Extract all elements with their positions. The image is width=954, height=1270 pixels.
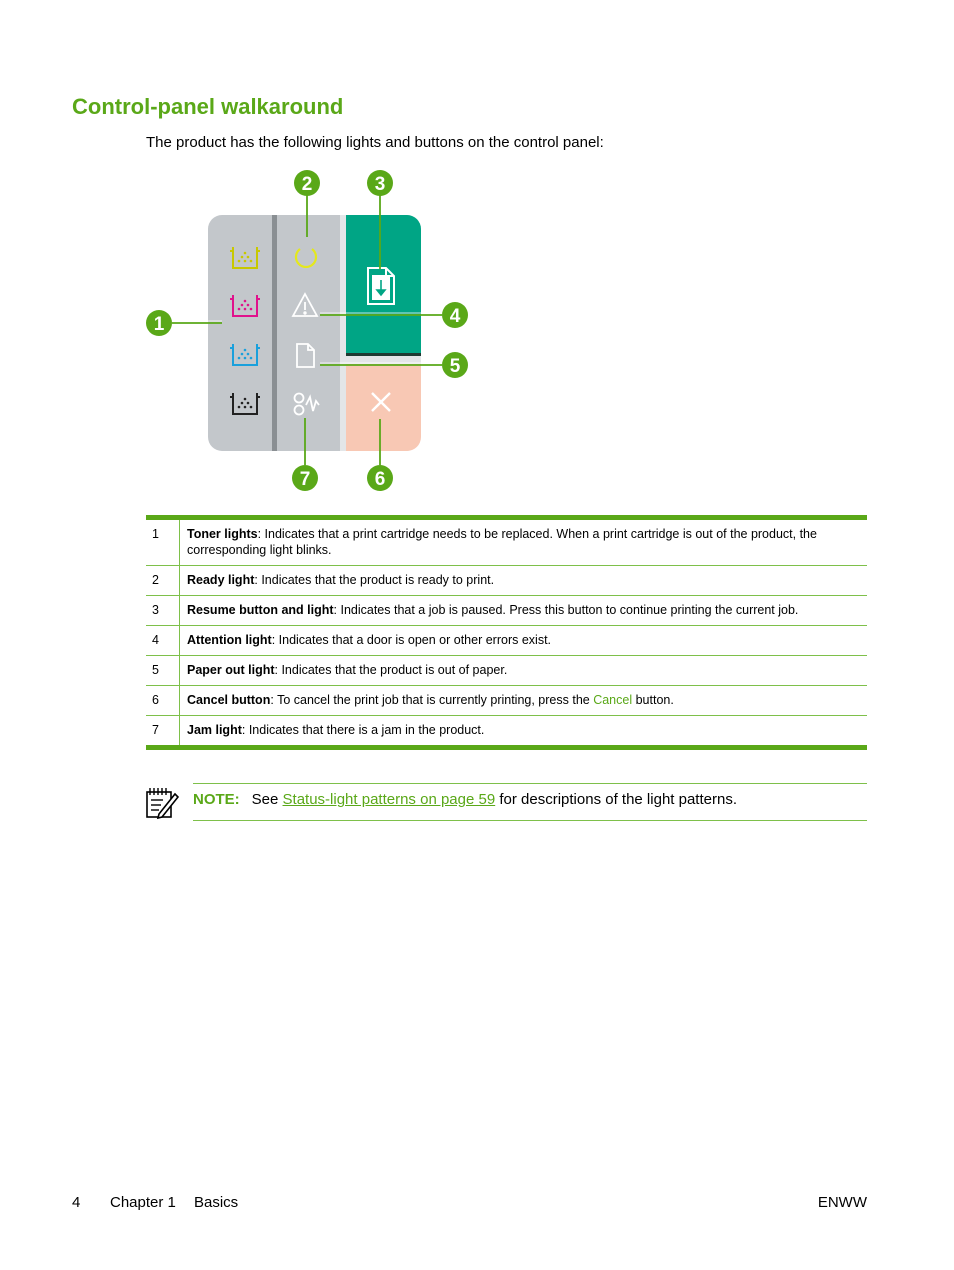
svg-text:4: 4 (449, 306, 461, 327)
callout-7 (292, 465, 318, 491)
intro-text: The product has the following lights and buttons on the control panel: (146, 134, 604, 151)
note-label: NOTE: (193, 791, 240, 808)
row-text: : To cancel the print job that is currently printing, press the (270, 693, 594, 707)
row-description (180, 626, 868, 656)
row-number: 1 (146, 518, 180, 566)
callout-4 (442, 302, 468, 328)
row-number: 3 (146, 596, 180, 626)
table-row (146, 686, 867, 716)
footer-section: Basics (194, 1194, 239, 1211)
row-term: Toner lights (187, 527, 258, 541)
resume-arrow-icon (372, 275, 390, 300)
row-description (180, 656, 868, 686)
row-term: Resume button and light (187, 603, 334, 617)
note-pencil-icon (145, 786, 179, 825)
row-term: Attention light (187, 633, 272, 647)
svg-text:5: 5 (449, 356, 461, 377)
row-text: : Indicates that a job is paused. Press this button to continue printing the current job. (333, 603, 799, 617)
cancel-button (346, 364, 421, 451)
row-number: 4 (146, 626, 180, 656)
table-row (146, 656, 867, 686)
resume-cancel-divider (346, 353, 421, 356)
panel-description-table (146, 515, 867, 750)
row-text: : Indicates that there is a jam in the product. (241, 723, 485, 737)
svg-text:3: 3 (374, 174, 386, 195)
table-row (146, 716, 867, 748)
row-term: Paper out light (187, 663, 275, 677)
row-text: : Indicates that the product is out of paper. (274, 663, 508, 677)
status-light-patterns-link[interactable]: Status-light patterns on page 59 (282, 791, 496, 808)
row-description (180, 686, 868, 716)
callout-3 (367, 170, 393, 196)
table-row (146, 566, 867, 596)
callout-5 (442, 352, 468, 378)
row-description (180, 518, 868, 566)
cancel-inline-label: Cancel (593, 693, 633, 707)
note-suffix: for descriptions of the light patterns. (495, 791, 737, 808)
row-text: : Indicates that the product is ready to print. (254, 573, 495, 587)
row-number: 7 (146, 716, 180, 748)
note-prefix: See (251, 791, 283, 808)
row-text: : Indicates that a print cartridge needs to be replaced. When a print cartridge is out of the product, the corresponding light blinks. (187, 527, 817, 557)
callout-6 (367, 465, 393, 491)
row-term: Jam light (187, 723, 242, 737)
table-row (146, 596, 867, 626)
table-row (146, 626, 867, 656)
row-term: Ready light (187, 573, 255, 587)
table-row (146, 518, 867, 566)
callout-1 (146, 310, 172, 336)
svg-text:7: 7 (299, 469, 311, 490)
svg-text:6: 6 (374, 469, 386, 490)
svg-text:2: 2 (301, 174, 313, 195)
row-number: 5 (146, 656, 180, 686)
row-description (180, 566, 868, 596)
callout-2 (294, 170, 320, 196)
row-description (180, 716, 868, 748)
note-box (193, 783, 867, 821)
row-description (180, 596, 868, 626)
footer-page-number: 4 (72, 1194, 81, 1211)
panel-light-strip (340, 215, 346, 451)
row-number: 2 (146, 566, 180, 596)
row-text-after: button. (632, 693, 674, 707)
panel-divider (272, 215, 277, 451)
svg-text:1: 1 (153, 314, 165, 335)
footer-chapter: Chapter 1 (110, 1194, 176, 1211)
row-text: : Indicates that a door is open or other errors exist. (271, 633, 552, 647)
footer-right-label: ENWW (817, 1194, 867, 1211)
row-number: 6 (146, 686, 180, 716)
control-panel-figure (140, 165, 480, 505)
row-term: Cancel button (187, 693, 271, 707)
page-heading: Control-panel walkaround (72, 94, 344, 119)
